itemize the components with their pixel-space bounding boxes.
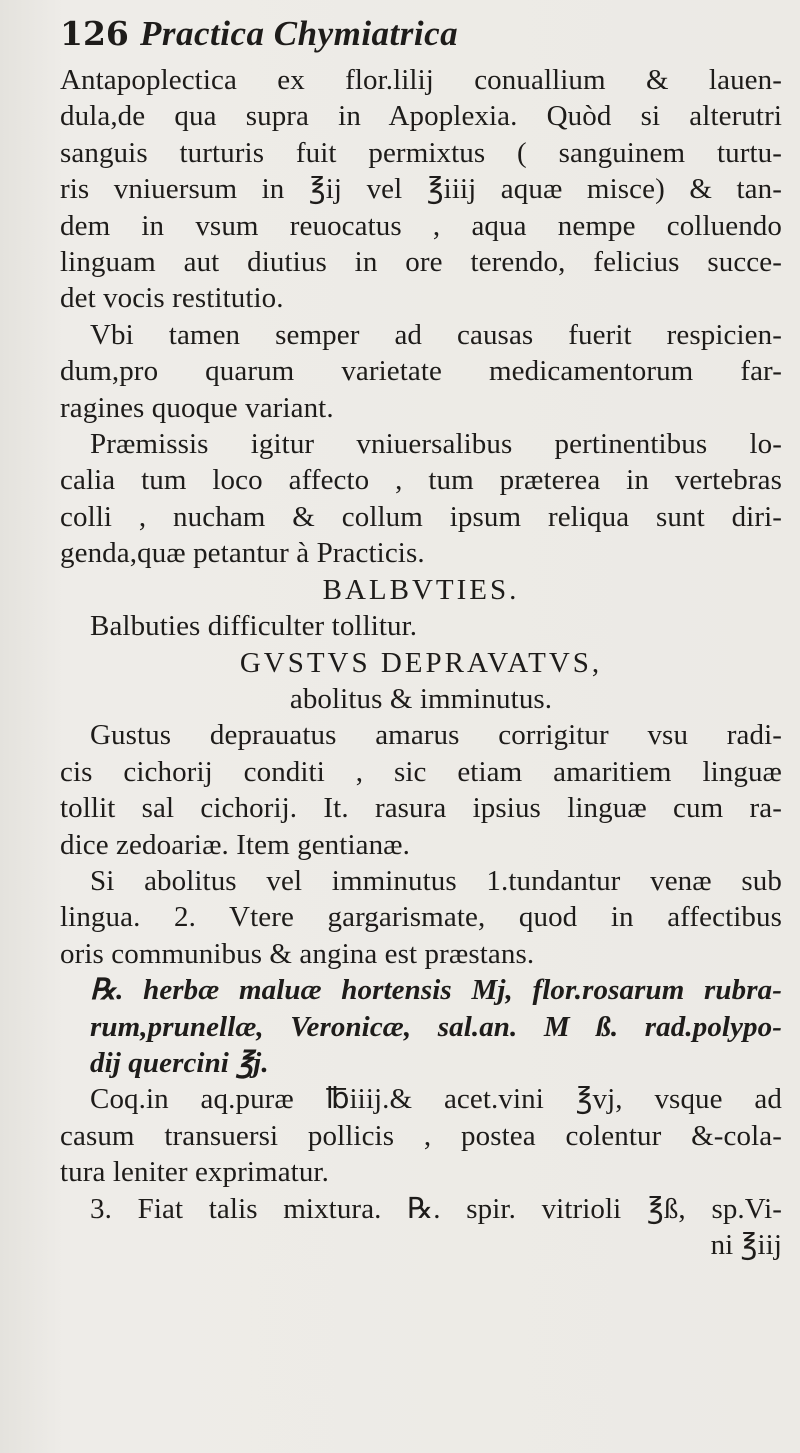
text-line: casum transuersi pollicis , postea colentur &-cola- [60, 1119, 782, 1152]
text-line: linguam aut diutius in ore terendo, felicius succe- [60, 246, 782, 279]
section-heading-balbuties: BALBVTIES. [322, 573, 520, 606]
text-line: dem in vsum reuocatus , aqua nempe colluendo [60, 209, 782, 242]
text-line: Balbuties difficulter tollitur. [90, 610, 418, 643]
section-heading-gustus: GVSTVS DEPRAVATVS, [239, 646, 603, 679]
text-line: Antapoplectica ex flor.lilij conuallium & lauen- [60, 64, 782, 96]
text-line: det vocis restitutio. [60, 282, 284, 315]
text-line: ragines quoque variant. [60, 391, 334, 424]
text-line: Coq.in aq.puræ ℔iiij.& acet.vini ℥vj, vsque ad [90, 1083, 782, 1116]
text-line: colli , nucham & collum ipsum reliqua sunt diri- [60, 500, 782, 533]
body-text [60, 62, 782, 1263]
recipe-line: dij quercini ℥j. [90, 1046, 269, 1079]
text-line: ris vniuersum in ℥ij vel ℥iiij aquæ misce) & tan- [60, 173, 782, 206]
text-line: Si abolitus vel imminutus 1.tundantur venæ sub [90, 864, 782, 897]
text-line: 3. Fiat talis mixtura. ℞. spir. vitrioli ℥ß, sp.Vi- [90, 1192, 782, 1225]
text-line: lingua. 2. Vtere gargarismate, quod in affectibus [60, 901, 782, 934]
text-line: Præmissis igitur vniuersalibus pertinentibus lo- [90, 428, 782, 461]
text-line: dum,pro quarum varietate medicamentorum far- [60, 355, 782, 388]
text-line: cis cichorij conditi , sic etiam amaritiem linguæ [60, 755, 782, 788]
text-line: calia tum loco affecto , tum præterea in vertebras [60, 464, 782, 497]
text-line: sanguis turturis fuit permixtus ( sanguinem turtu- [60, 136, 782, 169]
text-line: dula,de qua supra in Apoplexia. Quòd si alterutri [60, 100, 782, 133]
text-line: Gustus deprauatus amarus corrigitur vsu radi- [90, 719, 782, 752]
text-line: tollit sal cichorij. It. rasura ipsius linguæ cum ra- [60, 792, 782, 825]
text-line: dice zedoariæ. Item gentianæ. [60, 828, 410, 861]
page-header [60, 10, 782, 58]
section-subheading: abolitus & imminutus. [289, 682, 553, 715]
text-line: oris communibus & angina est præstans. [60, 937, 535, 970]
recipe-line: rum,prunellæ, Veronicæ, sal.an. M ß. rad.polypo- [90, 1010, 782, 1043]
text-line: Vbi tamen semper ad causas fuerit respicien- [90, 318, 782, 351]
recipe-line: ℞. herbæ maluæ hortensis Mj, flor.rosarum rubra- [90, 974, 782, 1007]
catchword: ni ℥iij [710, 1229, 782, 1261]
text-line: tura leniter exprimatur. [60, 1156, 329, 1189]
page-number: 126 [60, 14, 129, 53]
running-title: Practica Chymiatrica [140, 14, 459, 53]
text-line: genda,quæ petantur à Practicis. [60, 537, 425, 570]
